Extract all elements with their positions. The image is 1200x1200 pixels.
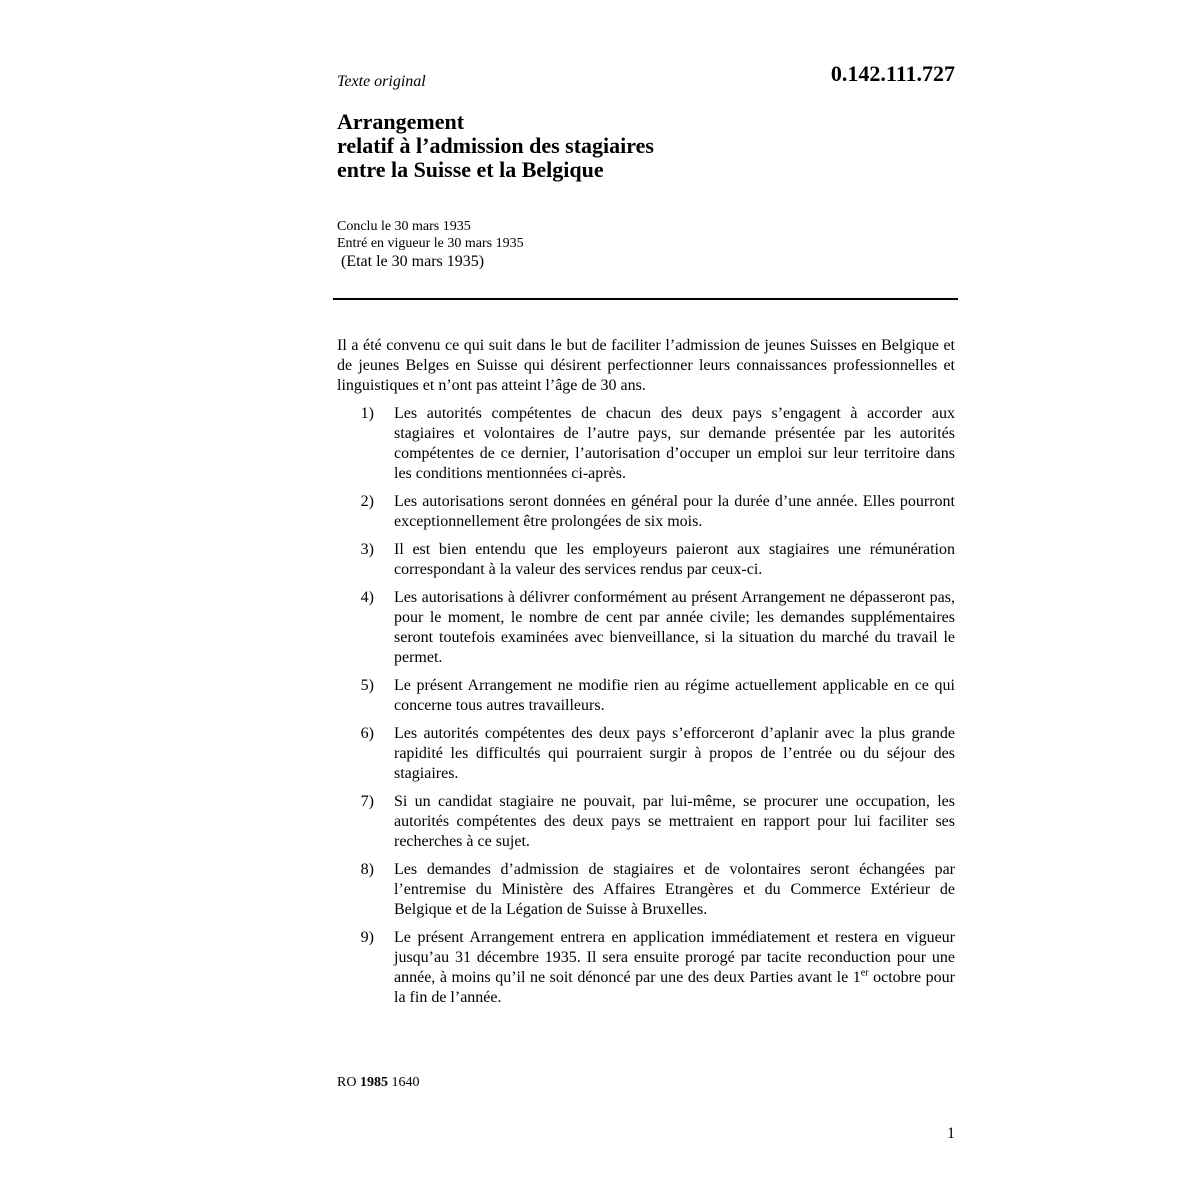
- ro-year: 1985: [359, 1075, 388, 1090]
- item-number: 9): [360, 929, 374, 946]
- item-text: Les autorisations seront données en général pour la durée d’une année. Elles pourront exceptionnellement être prolongées de six mois.: [394, 493, 955, 530]
- document-title: [337, 110, 654, 182]
- sr-number: 0.142.111.727: [830, 61, 955, 86]
- item-text: Le présent Arrangement ne modifie rien au régime actuellement applicable en ce qui concerne tous autres travailleurs.: [394, 677, 955, 714]
- title-line-2: relatif à l’admission des stagiaires: [337, 133, 654, 158]
- item-number: 7): [360, 793, 374, 810]
- document-meta: [337, 218, 524, 270]
- in-force-date: Entré en vigueur le 30 mars 1935: [337, 236, 524, 251]
- ro-prefix: RO: [337, 1075, 357, 1090]
- item-number: 8): [360, 861, 374, 878]
- title-line-1: Arrangement: [337, 109, 465, 134]
- item-number: 1): [360, 405, 374, 422]
- item-number: 3): [360, 541, 374, 558]
- ro-page: 1640: [391, 1075, 420, 1090]
- item-number: 6): [360, 725, 374, 742]
- item-text: Les autorités compétentes des deux pays s’efforceront d’aplanir avec la plus grande rapidité les difficultés qui pourraient surgir à propos de l’entrée ou du séjour des stagiaires.: [394, 725, 955, 782]
- list-item: [337, 860, 955, 920]
- page-number: 1: [947, 1125, 955, 1142]
- item-text-main: Le présent Arrangement entrera en application immédiatement et restera en vigueur jusqu’au 31 décembre 1935. Il sera ensuite prorogé par tacite reconduction pour une année, à moins qu’il ne soit dénoncé par une des deux Parties avant le 1: [394, 929, 955, 986]
- list-item: [337, 492, 955, 532]
- ro-reference: [337, 1075, 419, 1091]
- list-item: [337, 540, 955, 580]
- item-text: [394, 928, 955, 1008]
- article-list: [337, 404, 955, 1008]
- concluded-date: Conclu le 30 mars 1935: [337, 219, 471, 234]
- item-text-end: octobre pour la fin de l’année.: [394, 969, 955, 1006]
- list-item: [337, 724, 955, 784]
- list-item: [337, 792, 955, 852]
- item-text: Il est bien entendu que les employeurs paieront aux stagiaires une rémunération correspondant à la valeur des services rendus par ceux-ci.: [394, 541, 955, 578]
- intro-paragraph: Il a été convenu ce qui suit dans le but de faciliter l’admission de jeunes Suisses en Belgique et de jeunes Belges en Suisse qui désirent perfectionner leurs connaissances professionnelles et linguistiques et n’ont pas atteint l’âge de 30 ans.: [337, 337, 955, 394]
- list-item: [337, 404, 955, 484]
- list-item: [337, 588, 955, 668]
- status-date: (Etat le 30 mars 1935): [341, 253, 485, 270]
- item-number: 5): [360, 677, 374, 694]
- header-divider: [333, 298, 958, 300]
- item-text: Si un candidat stagiaire ne pouvait, par lui-même, se procurer une occupation, les autorités compétentes des deux pays se mettraient en rapport pour lui faciliter ses recherches à ce sujet.: [394, 793, 955, 850]
- item-number: 2): [360, 493, 374, 510]
- original-text-label: Texte original: [337, 73, 426, 90]
- title-line-3: entre la Suisse et la Belgique: [337, 157, 604, 182]
- document-body: [337, 336, 955, 1016]
- ordinal-superscript: er: [860, 967, 869, 979]
- item-text: Les autorités compétentes de chacun des deux pays s’engagent à accorder aux stagiaires et volontaires de l’autre pays, sur demande présentée par les autorités compétentes de ce dernier, l’autorisation d’occuper un emploi sur leur territoire dans les conditions mentionnées ci-après.: [394, 405, 955, 482]
- item-number: 4): [360, 589, 374, 606]
- list-item: [337, 928, 955, 1008]
- item-text: Les demandes d’admission de stagiaires et de volontaires seront échangées par l’entremise du Ministère des Affaires Etrangères et du Commerce Extérieur de Belgique et de la Légation de Suisse à Bruxelles.: [394, 861, 955, 918]
- item-text: Les autorisations à délivrer conformément au présent Arrangement ne dépasseront pas, pour le moment, le nombre de cent par année civile; les demandes supplémentaires seront toutefois examinées avec bienveillance, si la situation du marché du travail le permet.: [394, 589, 955, 666]
- list-item: [337, 676, 955, 716]
